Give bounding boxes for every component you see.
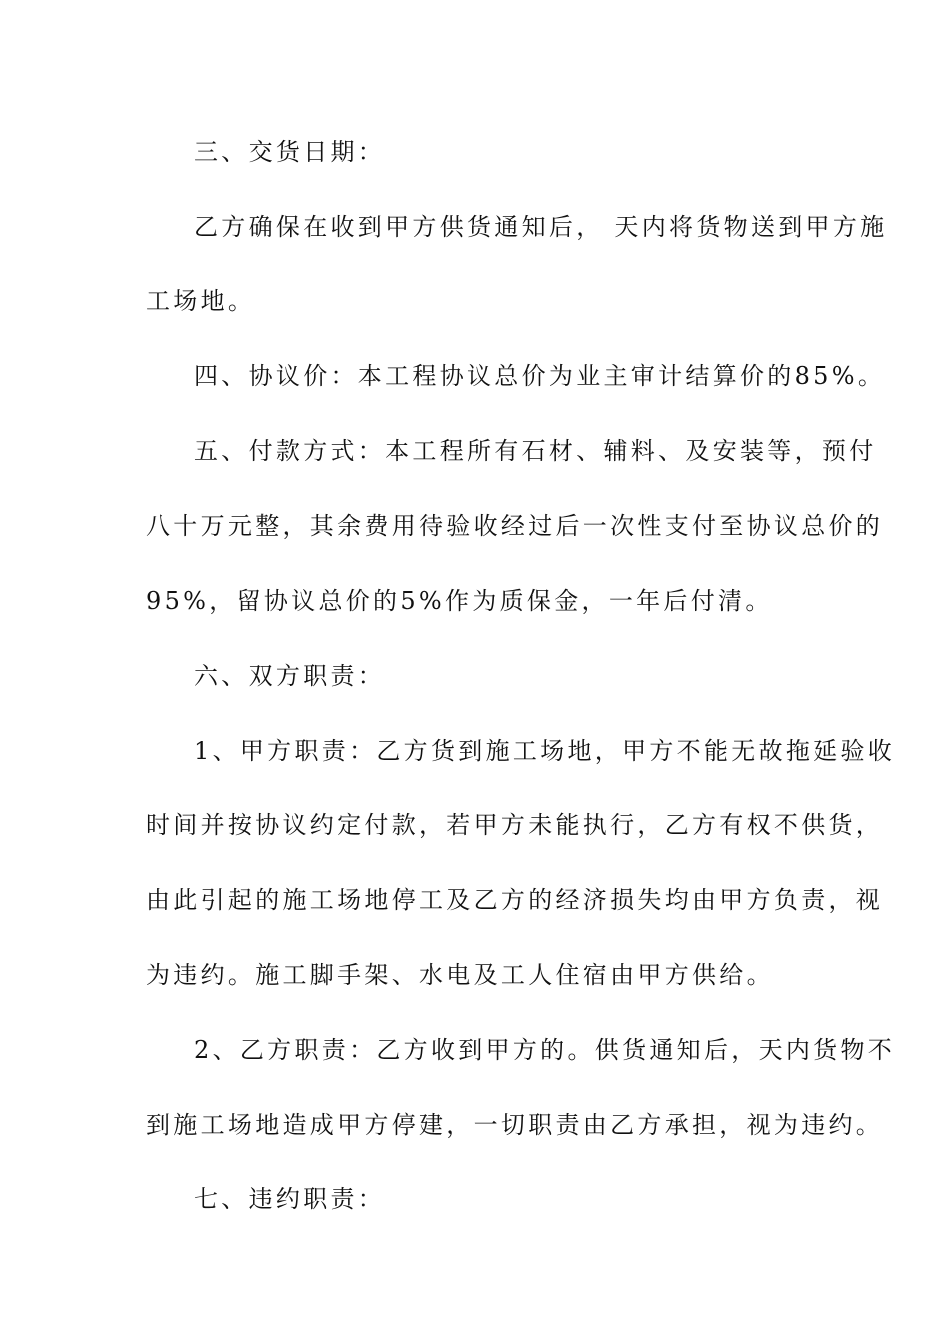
- section-heading-delivery-date: 三、交货日期：: [194, 138, 386, 166]
- paragraph-line: 工场地。: [146, 287, 256, 315]
- paragraph-line: 95%，留协议总价的5%作为质保金，一年后付清。: [146, 587, 773, 615]
- paragraph-line: 乙方确保在收到甲方供货通知后， 天内将货物送到甲方施: [194, 213, 888, 241]
- section-heading-agreement-price: 四、协议价：本工程协议总价为业主审计结算价的85%。: [194, 362, 886, 390]
- paragraph-line: 2、乙方职责：乙方收到甲方的。供货通知后，天内货物不: [194, 1036, 896, 1064]
- paragraph-line: 到施工场地造成甲方停建，一切职责由乙方承担，视为违约。: [146, 1111, 884, 1139]
- paragraph-line: 八十万元整，其余费用待验收经过后一次性支付至协议总价的: [146, 512, 884, 540]
- paragraph-line: 为违约。施工脚手架、水电及工人住宿由甲方供给。: [146, 961, 774, 989]
- section-heading-payment-method: 五、付款方式：本工程所有石材、辅料、及安装等，预付: [194, 437, 877, 465]
- paragraph-line: 由此引起的施工场地停工及乙方的经济损失均由甲方负责，视: [146, 886, 884, 914]
- section-heading-responsibilities: 六、双方职责：: [194, 662, 386, 690]
- paragraph-line: 1、甲方职责：乙方货到施工场地，甲方不能无故拖延验收: [194, 737, 896, 765]
- section-heading-breach-liability: 七、违约职责：: [194, 1185, 386, 1213]
- paragraph-line: 时间并按协议约定付款，若甲方未能执行，乙方有权不供货，: [146, 811, 884, 839]
